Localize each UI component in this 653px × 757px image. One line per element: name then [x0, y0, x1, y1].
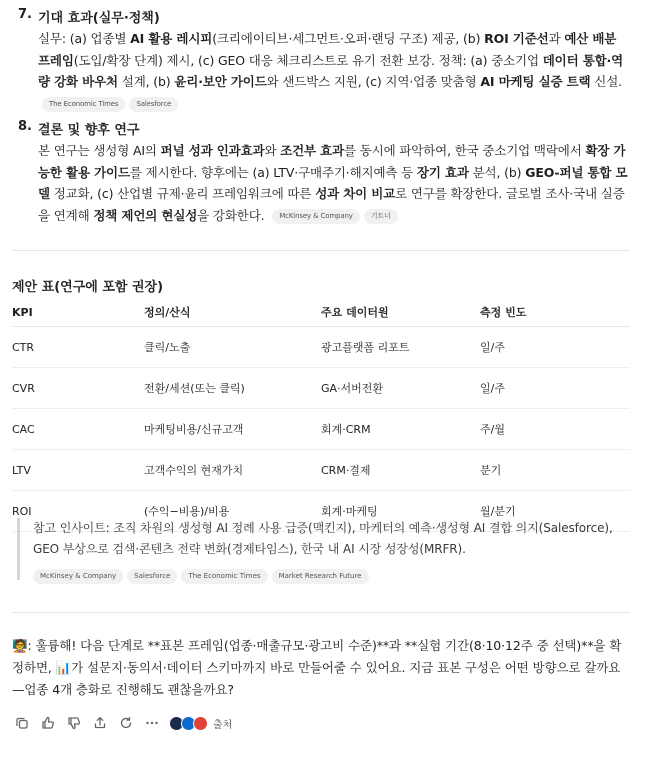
bold-phrase: 퍼널 성과 인과효과	[160, 143, 265, 158]
text-run: (도입/확장 단계) 제시, (c) GEO 대응 체크리스트로 유기 전환 보강. 정책: (a) 중소기업	[73, 52, 543, 68]
kpi-table	[12, 298, 630, 532]
share-icon[interactable]	[92, 715, 108, 731]
section-7-body	[38, 28, 632, 114]
message-actions	[14, 714, 232, 732]
table-cell: CVR	[12, 368, 144, 409]
table-cell: 클릭/노출	[144, 327, 321, 368]
section-7-title: 기대 효과(실무·정책)	[38, 11, 160, 26]
citation-chip[interactable]: Salesforce	[129, 97, 178, 112]
table-cell: (수익−비용)/비용	[144, 491, 321, 532]
bold-phrase: GEO-퍼널 통합 모델	[38, 164, 628, 201]
table-cell: 전환/세션(또는 클릭)	[144, 368, 321, 409]
table-row	[12, 409, 630, 450]
table-cell: 회계·CRM	[321, 409, 480, 450]
table-cell: 마케팅비용/신규고객	[144, 409, 321, 450]
table-cell: 광고플랫폼 리포트	[321, 327, 480, 368]
table-cell: LTV	[12, 450, 144, 491]
divider	[12, 612, 630, 613]
text-run: 정교화, (c) 산업별 규제·윤리 프레임워크에 따른	[49, 186, 316, 201]
text-run: 와 샌드박스 지원, (c) 지역·업종 맞춤형	[266, 74, 481, 89]
text-run: 로 연구를 확장한다. 글로벌 조사·국내 실증을 연계해	[38, 186, 625, 223]
table-cell: 고객수익의 현재가치	[144, 450, 321, 491]
bold-phrase: 조건부 효과	[280, 143, 345, 158]
table-cell: GA·서버전환	[321, 368, 480, 409]
bold-phrase: ROI 기준선	[484, 31, 549, 46]
sources-label: 출처	[213, 719, 233, 731]
table-title: 제안 표(연구에 포함 권장)	[12, 280, 164, 295]
more-icon[interactable]	[144, 715, 160, 731]
bold-phrase: AI 활용 레시피	[130, 31, 213, 46]
bold-phrase: 장기 효과	[416, 164, 469, 180]
citation-chip[interactable]: McKinsey & Company	[272, 209, 359, 224]
citation-chip[interactable]: The Economic Times	[42, 97, 125, 112]
column-header-data-source: 주요 데이터원	[321, 298, 480, 327]
insight-blockquote	[17, 518, 633, 580]
section-8-number: 8.	[18, 119, 32, 134]
text-run: 를 제시한다. 향후에는 (a) LTV·구매주기·해지예측 등	[129, 164, 417, 180]
table-row	[12, 368, 630, 409]
text-run: 실무: (a) 업종별	[38, 31, 131, 46]
citation-chip[interactable]: McKinsey & Company	[33, 569, 123, 584]
section-7-text	[38, 31, 623, 89]
bold-phrase: 성과 차이 비교	[315, 186, 396, 201]
source-favicon-icon	[193, 716, 208, 731]
table-cell: 일/주	[480, 327, 630, 368]
bold-phrase: 정책 제언의 현실성	[93, 207, 198, 223]
bold-phrase: 윤리·보안 가이드	[174, 74, 267, 89]
table-cell: CRM·결제	[321, 450, 480, 491]
text-run: 을 강화한다.	[197, 207, 265, 223]
bold-phrase: 데이터 통합·역량 강화 바우처	[38, 52, 624, 89]
assistant-message	[12, 635, 632, 701]
table-cell: CAC	[12, 409, 144, 450]
chart-emoji-icon: 📊	[55, 660, 72, 675]
table-cell: ROI	[12, 491, 144, 532]
section-7-number: 7.	[18, 7, 32, 22]
column-header-definition: 정의/산식	[144, 298, 321, 327]
copy-icon[interactable]	[14, 715, 30, 731]
citation-chip[interactable]: Salesforce	[127, 569, 177, 584]
text-run: 과	[548, 31, 565, 46]
text-run: 본 연구는 생성형 AI의	[38, 143, 161, 158]
citation-chip[interactable]: 기트너	[364, 209, 398, 224]
insight-text: 참고 인사이트: 조직 차원의 생성형 AI 정례 사용 급증(맥킨지), 마케터의 예측·생성형 AI 결합 의지(Salesforce), GEO 부상으로 검색·콘텐츠 전략 변화(경제타임스), 한국 내 AI 시장 성장성(MRFR).	[33, 521, 613, 556]
text-run: 분석, (b)	[468, 164, 526, 180]
citation-chip[interactable]: Market Research Future	[272, 569, 369, 584]
table-cell: 일/주	[480, 368, 630, 409]
section-8-body	[38, 140, 632, 226]
text-run: 설계, (b)	[117, 74, 175, 89]
column-header-kpi: KPI	[12, 298, 144, 327]
bold-phrase: 확장 가능한 활용 가이드	[38, 143, 626, 180]
thumbs-up-icon[interactable]	[40, 715, 56, 731]
message-text-a: : 훌륭해! 다음 단계로 **표본 프레임(업종·매출규모·광고비 수준)**과 **실험 기간(8·10·12주 중 선택)**을 확정하면,	[12, 638, 622, 675]
column-header-frequency: 측정 빈도	[480, 298, 630, 327]
table-row	[12, 450, 630, 491]
text-run: 를 동시에 파악하여, 한국 중소기업 맥락에서	[344, 143, 586, 158]
insight-citations	[33, 563, 633, 584]
table-cell: 월/분기	[480, 491, 630, 532]
section-8-title: 결론 및 향후 연구	[38, 123, 140, 138]
divider	[12, 250, 630, 251]
citation-chip[interactable]: The Economic Times	[181, 569, 267, 584]
table-cell: 분기	[480, 450, 630, 491]
text-run: (크리에이티브·세그먼트·오퍼·랜딩 구조) 제공, (b)	[212, 31, 485, 46]
sources-button[interactable]	[172, 716, 232, 731]
table-cell: 회계·마케팅	[321, 491, 480, 532]
refresh-icon[interactable]	[118, 715, 134, 731]
message-text-b: 가 설문지·동의서·데이터 스키마까지 바로 만들어줄 수 있어요. 지금 표본 구성은 어떤 방향으로 갈까요—업종 4개 층화로 진행해도 괜찮을까요?	[12, 660, 621, 697]
thumbs-down-icon[interactable]	[66, 715, 82, 731]
table-cell: CTR	[12, 327, 144, 368]
text-run: 와	[264, 143, 281, 158]
teacher-emoji-icon: 🧑‍🏫	[12, 638, 28, 653]
table-header-row	[12, 298, 630, 327]
text-run: 신설.	[590, 74, 622, 89]
bold-phrase: AI 마케팅 실증 트랙	[480, 74, 591, 89]
table-row	[12, 327, 630, 368]
bold-phrase: 예산 배분 프레임	[38, 31, 617, 68]
table-cell: 주/월	[480, 409, 630, 450]
